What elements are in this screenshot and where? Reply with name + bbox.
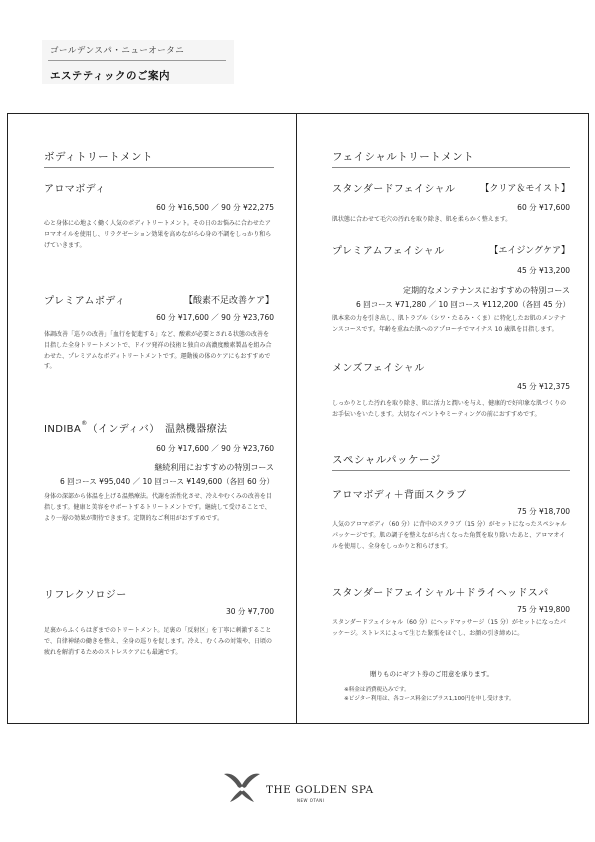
item-tag: 【エイジングケア】 — [489, 246, 570, 256]
item-description: 身体の深部から体温を上げる温熱療法。代謝を活性化させ、冷えやむくみの改善を目指します。健康と美容をサポートするトリートメントです。継続して受けることで、より一層の効果が期待できます。定期的なご利用がおすすめです。 — [44, 493, 272, 522]
item-name: メンズフェイシャル — [332, 363, 425, 374]
indiba-name: INDIBA — [44, 424, 82, 435]
item-name: プレミアムフェイシャル — [332, 246, 445, 257]
brand-name: ゴールデンスパ・ニューオータニ — [50, 46, 185, 56]
page-title: エステティックのご案内 — [50, 70, 170, 82]
note-line: ※ビジター利用は、各コース料金にプラス1,100円を申し受けます。 — [344, 696, 515, 702]
header-rule — [48, 60, 226, 61]
item-price: 60 分 ¥17,600 ／ 90 分 ¥23,760 — [156, 313, 274, 322]
item-price: 45 分 ¥12,375 — [517, 382, 570, 391]
facial-column — [332, 114, 570, 723]
item-tag: 【酸素不足改善ケア】 — [183, 296, 274, 306]
item-description: しっかりとした汚れを取り除き、肌に活力と潤いを与え、健康的で好印象な肌づくりのお手伝いをいたします。大切なイベントやミーティングの前におすすめです。 — [332, 400, 567, 418]
item-description: スタンダードフェイシャル（60 分）にヘッドマッサージ（15 分）がセットになったパッケージ。ストレスによって生じた緊張をほぐし、お顔の引き締めに。 — [332, 619, 566, 637]
item-name — [44, 420, 227, 435]
section-title-body: ボディトリートメント — [44, 149, 274, 168]
item-name: プレミアムボディ — [44, 296, 126, 307]
section-title-facial: フェイシャルトリートメント — [332, 149, 570, 168]
course-price: 6 回コース ¥71,280 ／ 10 回コース ¥112,200（各回 45 分） — [356, 300, 570, 309]
body-column — [44, 114, 274, 723]
item-description: 足裏からふくらはぎまでのトリートメント。足裏の「反射区」を丁寧に刺激することで、自律神経の働きを整え、全身の巡りを促します。冷え、むくみの対策や、日頃の疲れを解消するためのストレスケアにも最適です。 — [44, 627, 273, 656]
item-price: 60 分 ¥17,600 — [517, 203, 570, 212]
item-name: スタンダードフェイシャル — [332, 184, 456, 195]
logo-subtitle: NEW OTANI — [297, 798, 325, 803]
special-course-note: 継続利用におすすめの特別コース — [154, 463, 274, 472]
item-price: 75 分 ¥19,800 — [517, 605, 570, 614]
item-description: 肌本来の力を引き出し、肌トラブル（シワ・たるみ・くま）に特化したお肌のメンテナンスコースです。年齢を重ねた肌へのアプローチでマイナス 10 歳肌を目指します。 — [332, 315, 566, 333]
logo-wordmark: THE GOLDEN SPA — [266, 784, 374, 796]
spa-logo — [222, 768, 372, 808]
item-description: 心と身体に心地よく働く人気のボディトリートメント。その日のお悩みに合わせたアロマオイルを使用し、リラクゼーション効果を高めながら心身の不調をしっかり和らげていきます。 — [44, 220, 272, 249]
menu-frame — [7, 113, 589, 724]
item-description: 体調改善「巡りの改善」「血行を促進する」など、酸素が必要とされる状態の改善を目指した全身トリートメントで、ドイツ発祥の技術と独自の高濃度酸素製品を組み合わせた、プレミアムなボディトリートメントです。運動後の体のケアにもおすすめです。 — [44, 331, 272, 371]
item-price: 30 分 ¥7,700 — [225, 607, 274, 616]
page-header — [42, 40, 234, 84]
course-price: 6 回コース ¥95,040 ／ 10 回コース ¥149,600（各回 60 分） — [60, 477, 274, 486]
registered-mark: ® — [81, 420, 88, 427]
indiba-name-rest: （インディバ） 温熱機器療法 — [87, 424, 228, 435]
gift-voucher-note: 贈りものにギフト券のご用意を承ります。 — [370, 670, 493, 678]
item-name: リフレクソロジー — [44, 590, 127, 601]
special-course-note: 定期的なメンテナンスにおすすめの特別コース — [402, 286, 570, 295]
item-name: アロマボディ — [44, 184, 106, 195]
item-price: 75 分 ¥18,700 — [517, 507, 570, 516]
column-divider — [296, 114, 297, 723]
item-price: 60 分 ¥17,600 ／ 90 分 ¥23,760 — [156, 444, 274, 453]
item-description: 人気のアロマボディ（60 分）に背中のスクラブ（15 分）がセットになったスペシャルパッケージです。肌の調子を整えながら古くなった角質を取り除いたあと、アロマオイルを使用し、全身をしっかりと和らげます。 — [332, 521, 567, 550]
item-description: 肌状態に合わせて毛穴の汚れを取り除き、肌を柔らかく整えます。 — [332, 216, 512, 223]
item-tag: 【クリア＆モイスト】 — [480, 184, 570, 194]
note-line: ※料金は消費税込みです。 — [344, 687, 410, 693]
item-name: スタンダードフェイシャル＋ドライヘッドスパ — [332, 588, 549, 599]
fine-print — [344, 686, 515, 704]
item-name: アロマボディ＋背面スクラブ — [332, 490, 467, 501]
item-price: 60 分 ¥16,500 ／ 90 分 ¥22,275 — [156, 203, 274, 212]
twin-horn-emblem-icon — [222, 768, 262, 808]
item-price: 45 分 ¥13,200 — [517, 266, 570, 275]
section-title-special: スペシャルパッケージ — [332, 452, 570, 471]
